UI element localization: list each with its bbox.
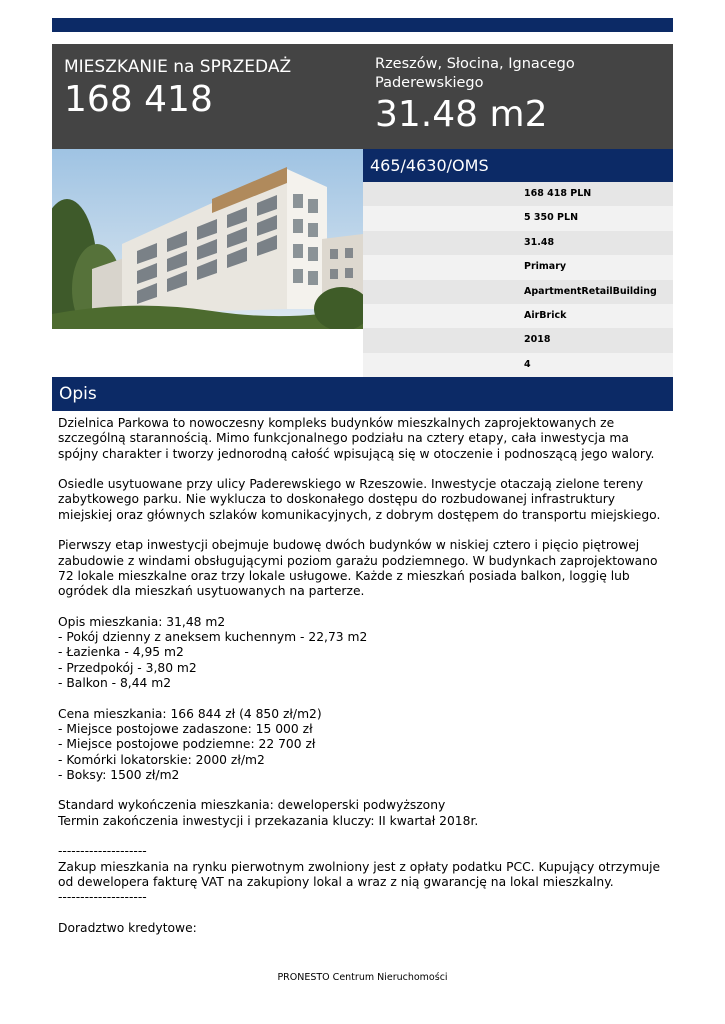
description-text [58, 416, 668, 951]
description-paragraph [58, 844, 668, 905]
description-line: spójny charakter i tworzy jednorodną całość wpisującą się w otoczenie i podnoszącą jego walory. [58, 446, 655, 461]
header-right [375, 55, 665, 135]
spec-value: ApartmentRetailBuilding [524, 285, 657, 297]
description-line: 72 lokale mieszkalne oraz trzy lokale usługowe. Każde z mieszkań posiada balkon, loggię lub [58, 568, 630, 583]
description-line: Opis mieszkania: 31,48 m2 [58, 614, 226, 629]
description-line: - Balkon - 8,44 m2 [58, 676, 172, 691]
description-line: -------------------- [58, 890, 147, 905]
listing-location: Rzeszów, Słocina, Ignacego Paderewskiego [375, 56, 575, 91]
description-paragraph [58, 416, 668, 462]
spec-table [363, 182, 673, 377]
description-paragraph [58, 798, 668, 829]
listing-id: 465/4630/OMS [363, 149, 673, 182]
description-line: szczególną starannością. Mimo funkcjonalnego podziału na cztery etapy, cała inwestycja ma [58, 431, 629, 446]
section-title-opis: Opis [52, 377, 673, 411]
spec-row [363, 328, 673, 352]
spec-value: 2018 [524, 334, 551, 346]
description-paragraph [58, 707, 668, 783]
description-line: - Miejsce postojowe zadaszone: 15 000 zł [58, 721, 313, 736]
spec-value: 4 [524, 358, 531, 370]
spec-value: 168 418 PLN [524, 188, 592, 199]
description-line: -------------------- [58, 844, 147, 859]
description-line: Dzielnica Parkowa to nowoczesny kompleks budynków mieszkalnych zaprojektowanych ze [58, 416, 615, 430]
description-line: zabytkowego parku. Nie wyklucza to doskonałego dostępu do rozbudowanej infrastruktury [58, 492, 616, 507]
description-line: - Miejsce postojowe podziemne: 22 700 zł [58, 737, 316, 752]
description-paragraph [58, 477, 668, 523]
spec-row [363, 182, 673, 206]
description-line: Zakup mieszkania na rynku pierwotnym zwolniony jest z opłaty podatku PCC. Kupujący otrzymuje [58, 859, 661, 874]
description-line: - Pokój dzienny z aneksem kuchennym - 22,73 m2 [58, 630, 368, 645]
footer-text: PRONESTO Centrum Nieruchomości [277, 972, 448, 983]
description-line: - Boksy: 1500 zł/m2 [58, 767, 180, 782]
spec-row [363, 353, 673, 377]
description-line: - Przedpokój - 3,80 m2 [58, 660, 197, 675]
description-paragraph [58, 538, 668, 599]
spec-value: Primary [524, 261, 567, 273]
spec-row [363, 280, 673, 304]
listing-type: MIESZKANIE na SPRZEDAŻ [64, 57, 292, 77]
spec-row [363, 206, 673, 230]
spec-row [363, 231, 673, 255]
spec-value: 31.48 [524, 236, 555, 248]
description-paragraph [58, 615, 668, 691]
description-line: - Łazienka - 4,95 m2 [58, 645, 184, 660]
description-line: ogródek dla mieszkań usytuowanych na parterze. [58, 584, 365, 599]
description-line: od dewelopera fakturę VAT na zakupiony lokal a wraz z nią gwarancję na lokal mieszkalny. [58, 874, 614, 889]
description-line: miejskiej oraz głównych szlaków komunikacyjnych, z dobrym dostępem do transportu miejskiego. [58, 507, 661, 522]
description-paragraph [58, 921, 668, 936]
description-line: Standard wykończenia mieszkania: deweloperski podwyższony [58, 798, 446, 813]
property-photo [52, 149, 363, 329]
description-line: Osiedle usytuowane przy ulicy Paderewskiego w Rzeszowie. Inwestycje otaczają zielone tereny [58, 477, 644, 492]
top-accent-bar [52, 18, 673, 32]
description-line: Cena mieszkania: 166 844 zł (4 850 zł/m2) [58, 706, 322, 721]
description-line: - Komórki lokatorskie: 2000 zł/m2 [58, 752, 265, 767]
spec-value: AirBrick [524, 309, 567, 321]
description-line: Termin zakończenia inwestycji i przekazania kluczy: II kwartał 2018r. [58, 813, 479, 828]
description-line: Pierwszy etap inwestycji obejmuje budowę dwóch budynków w niskiej cztero i pięcio piętrowej [58, 538, 640, 553]
description-line: Doradztwo kredytowe: [58, 920, 197, 935]
listing-area: 31.48 m2 [375, 94, 548, 135]
description-line: zabudowie z windami obsługującymi poziom garażu podziemnego. W budynkach zaprojektowano [58, 553, 658, 568]
spec-value: 5 350 PLN [524, 212, 579, 224]
header-left [64, 56, 354, 120]
listing-price: 168 418 [64, 79, 213, 120]
listing-header [52, 44, 673, 149]
spec-row [363, 304, 673, 328]
spec-row [363, 255, 673, 279]
